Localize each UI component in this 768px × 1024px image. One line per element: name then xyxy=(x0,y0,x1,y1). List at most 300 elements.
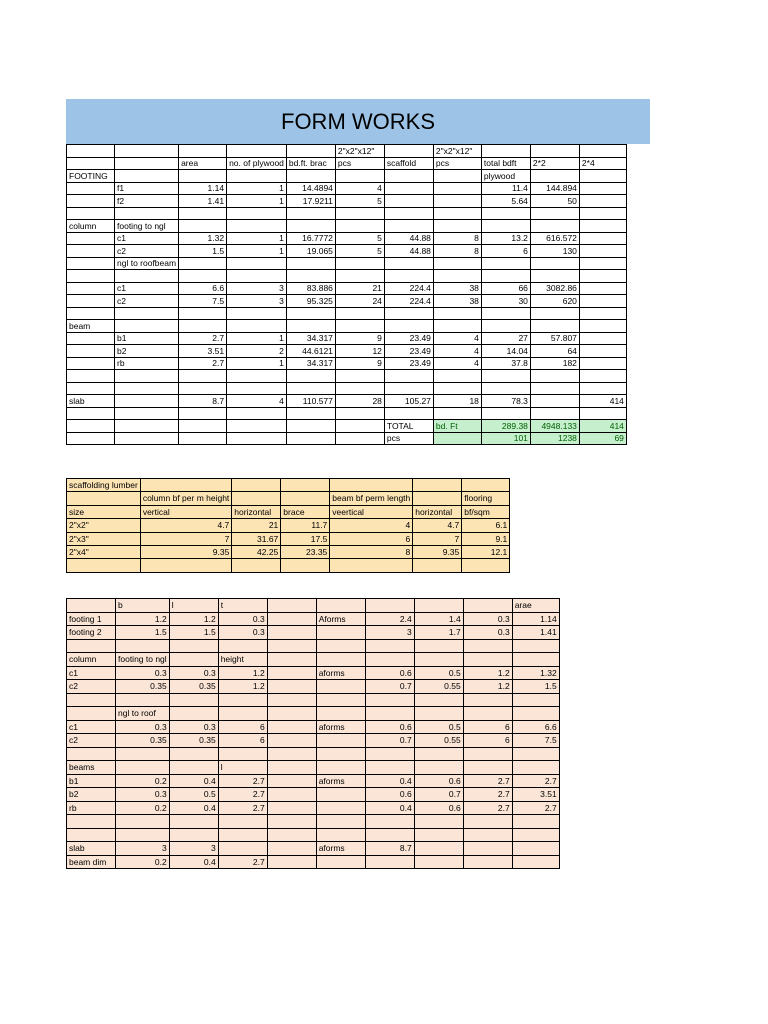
table-cell[interactable] xyxy=(384,257,433,270)
table-cell[interactable] xyxy=(481,370,530,383)
table-cell[interactable]: 9.35 xyxy=(413,545,462,558)
table-cell[interactable] xyxy=(232,479,281,492)
table-cell[interactable] xyxy=(335,307,384,320)
table-cell[interactable]: 1 xyxy=(227,232,287,245)
table-cell[interactable] xyxy=(433,370,481,383)
table-cell[interactable] xyxy=(227,145,287,158)
table-cell[interactable] xyxy=(335,432,384,445)
table-cell[interactable]: 0.3 xyxy=(218,612,267,626)
table-cell[interactable]: 616.572 xyxy=(530,232,579,245)
table-cell[interactable]: 0.3 xyxy=(116,788,170,802)
table-cell[interactable] xyxy=(579,407,626,420)
table-cell[interactable] xyxy=(579,182,626,195)
table-cell[interactable]: ngl to roof xyxy=(116,707,170,721)
table-cell[interactable]: 6 xyxy=(330,532,413,545)
table-cell[interactable]: 3.51 xyxy=(179,345,227,358)
table-cell[interactable]: footing to ngl xyxy=(116,653,170,667)
table-cell[interactable] xyxy=(115,420,179,433)
table-cell[interactable]: 0.6 xyxy=(414,801,463,815)
table-cell[interactable]: 3 xyxy=(365,626,414,640)
table-cell[interactable] xyxy=(433,307,481,320)
table-cell[interactable] xyxy=(512,693,559,707)
table-cell[interactable]: 69 xyxy=(579,432,626,445)
table-cell[interactable] xyxy=(481,220,530,233)
table-cell[interactable]: footing to ngl xyxy=(115,220,179,233)
table-cell[interactable] xyxy=(286,420,335,433)
table-cell[interactable] xyxy=(365,761,414,775)
table-cell[interactable]: beam xyxy=(67,320,115,333)
table-cell[interactable] xyxy=(67,332,115,345)
table-cell[interactable]: 2.7 xyxy=(512,774,559,788)
table-cell[interactable] xyxy=(67,815,116,829)
table-cell[interactable] xyxy=(579,270,626,283)
table-cell[interactable] xyxy=(267,747,316,761)
table-cell[interactable] xyxy=(414,761,463,775)
table-cell[interactable] xyxy=(179,382,227,395)
table-cell[interactable]: 23.49 xyxy=(384,332,433,345)
table-cell[interactable]: horizontal xyxy=(232,505,281,518)
table-cell[interactable]: 414 xyxy=(579,420,626,433)
table-cell[interactable]: TOTAL xyxy=(384,420,433,433)
table-cell[interactable] xyxy=(179,307,227,320)
table-cell[interactable]: slab xyxy=(67,842,116,856)
table-cell[interactable]: 1.2 xyxy=(218,666,267,680)
table-cell[interactable] xyxy=(227,170,287,183)
table-cell[interactable]: 31.67 xyxy=(232,532,281,545)
table-cell[interactable]: 14.4894 xyxy=(286,182,335,195)
table-cell[interactable] xyxy=(530,320,579,333)
table-cell[interactable] xyxy=(169,693,218,707)
table-cell[interactable]: Aforms xyxy=(316,612,365,626)
table-cell[interactable] xyxy=(579,357,626,370)
table-cell[interactable]: 2.4 xyxy=(365,612,414,626)
table-cell[interactable] xyxy=(67,157,115,170)
table-cell[interactable] xyxy=(227,207,287,220)
table-cell[interactable]: 0.3 xyxy=(169,666,218,680)
table-cell[interactable] xyxy=(115,170,179,183)
table-cell[interactable]: 1.41 xyxy=(512,626,559,640)
table-cell[interactable]: 1 xyxy=(227,182,287,195)
table-cell[interactable] xyxy=(286,382,335,395)
table-cell[interactable]: 8 xyxy=(433,245,481,258)
table-cell[interactable]: 2*2 xyxy=(530,157,579,170)
table-cell[interactable] xyxy=(512,653,559,667)
table-cell[interactable] xyxy=(481,207,530,220)
table-cell[interactable]: 0.2 xyxy=(116,855,170,869)
table-cell[interactable] xyxy=(414,828,463,842)
table-cell[interactable] xyxy=(365,855,414,869)
table-cell[interactable] xyxy=(169,653,218,667)
table-cell[interactable] xyxy=(232,559,281,572)
table-cell[interactable] xyxy=(115,145,179,158)
table-cell[interactable] xyxy=(115,270,179,283)
table-cell[interactable] xyxy=(115,307,179,320)
table-cell[interactable]: 1 xyxy=(227,195,287,208)
table-cell[interactable]: 4 xyxy=(330,519,413,532)
table-cell[interactable] xyxy=(384,220,433,233)
table-cell[interactable] xyxy=(115,407,179,420)
table-cell[interactable]: FOOTING xyxy=(67,170,115,183)
table-cell[interactable] xyxy=(433,432,481,445)
table-cell[interactable]: 105.27 xyxy=(384,395,433,408)
table-cell[interactable] xyxy=(384,370,433,383)
table-cell[interactable] xyxy=(267,855,316,869)
table-cell[interactable] xyxy=(414,707,463,721)
table-cell[interactable]: 8.7 xyxy=(365,842,414,856)
table-cell[interactable] xyxy=(316,734,365,748)
table-cell[interactable] xyxy=(579,320,626,333)
table-cell[interactable]: 1.2 xyxy=(116,612,170,626)
table-cell[interactable] xyxy=(463,599,512,613)
table-cell[interactable]: 1.2 xyxy=(463,666,512,680)
table-cell[interactable]: f1 xyxy=(115,182,179,195)
table-cell[interactable]: vertical xyxy=(140,505,231,518)
table-cell[interactable] xyxy=(365,707,414,721)
table-cell[interactable] xyxy=(433,220,481,233)
table-cell[interactable] xyxy=(227,382,287,395)
table-cell[interactable]: pcs xyxy=(335,157,384,170)
table-cell[interactable]: 0.3 xyxy=(463,626,512,640)
table-cell[interactable] xyxy=(218,693,267,707)
table-cell[interactable]: 6 xyxy=(218,720,267,734)
table-cell[interactable] xyxy=(579,170,626,183)
table-cell[interactable] xyxy=(140,559,231,572)
table-cell[interactable]: f2 xyxy=(115,195,179,208)
table-cell[interactable] xyxy=(67,182,115,195)
table-cell[interactable] xyxy=(218,842,267,856)
table-cell[interactable]: 2"x4" xyxy=(67,545,141,558)
table-cell[interactable]: 6 xyxy=(481,245,530,258)
table-cell[interactable] xyxy=(512,761,559,775)
table-cell[interactable] xyxy=(530,220,579,233)
table-cell[interactable]: 3082.86 xyxy=(530,282,579,295)
table-cell[interactable] xyxy=(286,170,335,183)
table-cell[interactable] xyxy=(316,855,365,869)
table-cell[interactable] xyxy=(67,345,115,358)
table-cell[interactable]: 4948.133 xyxy=(530,420,579,433)
table-cell[interactable]: scaffolding lumber xyxy=(67,479,141,492)
table-cell[interactable] xyxy=(579,232,626,245)
table-cell[interactable]: 0.35 xyxy=(116,734,170,748)
table-cell[interactable] xyxy=(433,320,481,333)
table-cell[interactable] xyxy=(286,145,335,158)
table-cell[interactable] xyxy=(116,815,170,829)
table-cell[interactable]: c2 xyxy=(67,680,116,694)
table-cell[interactable] xyxy=(218,747,267,761)
table-cell[interactable]: aforms xyxy=(316,842,365,856)
table-cell[interactable] xyxy=(512,815,559,829)
table-cell[interactable] xyxy=(227,370,287,383)
table-cell[interactable] xyxy=(579,345,626,358)
table-cell[interactable]: 0.3 xyxy=(463,612,512,626)
table-cell[interactable]: 1.14 xyxy=(512,612,559,626)
table-cell[interactable] xyxy=(481,270,530,283)
table-cell[interactable]: 0.3 xyxy=(116,666,170,680)
table-cell[interactable] xyxy=(433,257,481,270)
table-cell[interactable] xyxy=(179,257,227,270)
table-cell[interactable] xyxy=(267,612,316,626)
table-cell[interactable] xyxy=(169,815,218,829)
table-cell[interactable]: 224.4 xyxy=(384,282,433,295)
table-cell[interactable]: 2"x2"x12" xyxy=(433,145,481,158)
table-cell[interactable] xyxy=(169,639,218,653)
table-cell[interactable] xyxy=(267,693,316,707)
table-cell[interactable] xyxy=(267,666,316,680)
table-cell[interactable]: 9 xyxy=(335,357,384,370)
table-cell[interactable]: 12.1 xyxy=(462,545,510,558)
table-cell[interactable]: c1 xyxy=(67,720,116,734)
table-cell[interactable]: 19.065 xyxy=(286,245,335,258)
table-cell[interactable] xyxy=(579,257,626,270)
table-cell[interactable] xyxy=(267,801,316,815)
table-cell[interactable] xyxy=(179,220,227,233)
table-cell[interactable]: 2*4 xyxy=(579,157,626,170)
table-cell[interactable] xyxy=(227,270,287,283)
table-cell[interactable]: 21 xyxy=(335,282,384,295)
table-cell[interactable] xyxy=(335,170,384,183)
table-cell[interactable]: 2.7 xyxy=(512,801,559,815)
table-cell[interactable] xyxy=(384,182,433,195)
table-cell[interactable] xyxy=(67,295,115,308)
table-cell[interactable]: pcs xyxy=(433,157,481,170)
table-cell[interactable]: 30 xyxy=(481,295,530,308)
table-cell[interactable]: c2 xyxy=(67,734,116,748)
table-cell[interactable]: 1238 xyxy=(530,432,579,445)
table-cell[interactable] xyxy=(67,828,116,842)
table-cell[interactable]: brace xyxy=(281,505,330,518)
table-cell[interactable] xyxy=(286,407,335,420)
table-cell[interactable] xyxy=(316,680,365,694)
table-cell[interactable] xyxy=(384,407,433,420)
table-cell[interactable] xyxy=(414,599,463,613)
table-cell[interactable]: 0.4 xyxy=(169,855,218,869)
table-cell[interactable] xyxy=(530,382,579,395)
table-cell[interactable] xyxy=(481,145,530,158)
table-cell[interactable] xyxy=(116,693,170,707)
table-cell[interactable]: 8 xyxy=(330,545,413,558)
table-cell[interactable]: column xyxy=(67,220,115,233)
table-cell[interactable] xyxy=(316,801,365,815)
table-cell[interactable]: c1 xyxy=(67,666,116,680)
table-cell[interactable]: bf/sqm xyxy=(462,505,510,518)
table-cell[interactable]: 0.5 xyxy=(414,666,463,680)
table-cell[interactable]: 6.1 xyxy=(462,519,510,532)
table-cell[interactable]: l xyxy=(169,599,218,613)
table-cell[interactable]: 2.7 xyxy=(218,855,267,869)
table-cell[interactable]: 110.577 xyxy=(286,395,335,408)
table-cell[interactable] xyxy=(316,788,365,802)
table-cell[interactable] xyxy=(316,761,365,775)
table-cell[interactable] xyxy=(463,639,512,653)
table-cell[interactable] xyxy=(218,815,267,829)
table-cell[interactable] xyxy=(414,855,463,869)
table-cell[interactable] xyxy=(462,479,510,492)
table-cell[interactable]: 224.4 xyxy=(384,295,433,308)
table-cell[interactable]: 1.32 xyxy=(179,232,227,245)
table-cell[interactable] xyxy=(169,707,218,721)
table-cell[interactable] xyxy=(463,761,512,775)
table-cell[interactable] xyxy=(462,559,510,572)
table-cell[interactable]: 0.6 xyxy=(365,788,414,802)
table-cell[interactable] xyxy=(579,282,626,295)
table-cell[interactable] xyxy=(463,693,512,707)
table-cell[interactable] xyxy=(316,707,365,721)
table-cell[interactable]: 182 xyxy=(530,357,579,370)
table-cell[interactable]: 0.7 xyxy=(365,680,414,694)
table-cell[interactable] xyxy=(413,492,462,505)
table-cell[interactable] xyxy=(169,761,218,775)
table-cell[interactable]: 0.7 xyxy=(414,788,463,802)
table-cell[interactable] xyxy=(286,432,335,445)
table-cell[interactable]: 2.7 xyxy=(179,332,227,345)
table-cell[interactable]: 1.5 xyxy=(169,626,218,640)
table-cell[interactable] xyxy=(530,407,579,420)
table-cell[interactable]: beam dim xyxy=(67,855,116,869)
table-cell[interactable] xyxy=(512,639,559,653)
table-cell[interactable]: 3 xyxy=(169,842,218,856)
table-cell[interactable]: b1 xyxy=(67,774,116,788)
table-cell[interactable]: 13.2 xyxy=(481,232,530,245)
table-cell[interactable] xyxy=(67,492,141,505)
table-cell[interactable]: 1 xyxy=(227,245,287,258)
table-cell[interactable]: area xyxy=(179,157,227,170)
table-cell[interactable] xyxy=(227,407,287,420)
table-cell[interactable] xyxy=(414,842,463,856)
table-cell[interactable] xyxy=(512,842,559,856)
table-cell[interactable]: 1.5 xyxy=(116,626,170,640)
table-cell[interactable]: 9.35 xyxy=(140,545,231,558)
table-cell[interactable] xyxy=(463,842,512,856)
table-cell[interactable]: height xyxy=(218,653,267,667)
table-cell[interactable] xyxy=(227,320,287,333)
table-cell[interactable] xyxy=(115,320,179,333)
table-cell[interactable]: 1 xyxy=(227,357,287,370)
table-cell[interactable] xyxy=(267,774,316,788)
table-cell[interactable] xyxy=(384,270,433,283)
table-cell[interactable]: rb xyxy=(115,357,179,370)
table-cell[interactable] xyxy=(115,382,179,395)
table-cell[interactable]: 5 xyxy=(335,245,384,258)
table-cell[interactable]: footing 2 xyxy=(67,626,116,640)
table-cell[interactable] xyxy=(530,145,579,158)
table-cell[interactable] xyxy=(384,170,433,183)
table-cell[interactable]: column bf per m height xyxy=(140,492,231,505)
table-cell[interactable]: 0.3 xyxy=(169,720,218,734)
table-cell[interactable] xyxy=(227,432,287,445)
table-cell[interactable] xyxy=(512,855,559,869)
table-cell[interactable]: 42.25 xyxy=(232,545,281,558)
table-cell[interactable]: 0.6 xyxy=(414,774,463,788)
table-cell[interactable]: 4 xyxy=(433,332,481,345)
table-cell[interactable] xyxy=(67,707,116,721)
table-cell[interactable] xyxy=(286,207,335,220)
table-cell[interactable] xyxy=(579,295,626,308)
table-cell[interactable] xyxy=(67,407,115,420)
table-cell[interactable] xyxy=(218,707,267,721)
table-cell[interactable]: 23.35 xyxy=(281,545,330,558)
table-cell[interactable]: 44.88 xyxy=(384,245,433,258)
table-cell[interactable] xyxy=(463,815,512,829)
table-cell[interactable] xyxy=(67,420,115,433)
table-cell[interactable]: 5.64 xyxy=(481,195,530,208)
table-cell[interactable]: 289.38 xyxy=(481,420,530,433)
table-cell[interactable] xyxy=(169,828,218,842)
table-cell[interactable]: c1 xyxy=(115,232,179,245)
table-cell[interactable]: beam bf perm length xyxy=(330,492,413,505)
table-cell[interactable]: b2 xyxy=(115,345,179,358)
table-cell[interactable] xyxy=(67,282,115,295)
table-cell[interactable]: 1.32 xyxy=(512,666,559,680)
table-cell[interactable] xyxy=(463,828,512,842)
table-cell[interactable]: 8.7 xyxy=(179,395,227,408)
table-cell[interactable] xyxy=(281,479,330,492)
table-cell[interactable] xyxy=(67,599,116,613)
table-cell[interactable]: 4 xyxy=(335,182,384,195)
table-cell[interactable] xyxy=(67,195,115,208)
table-cell[interactable] xyxy=(579,207,626,220)
table-cell[interactable] xyxy=(463,653,512,667)
table-cell[interactable]: 2"x2" xyxy=(67,519,141,532)
table-cell[interactable]: 9.1 xyxy=(462,532,510,545)
table-cell[interactable] xyxy=(481,320,530,333)
table-cell[interactable] xyxy=(512,707,559,721)
table-cell[interactable]: 0.35 xyxy=(116,680,170,694)
table-cell[interactable] xyxy=(335,207,384,220)
table-cell[interactable] xyxy=(67,257,115,270)
table-cell[interactable]: 14.04 xyxy=(481,345,530,358)
table-cell[interactable]: t xyxy=(218,599,267,613)
table-cell[interactable]: 23.49 xyxy=(384,345,433,358)
table-cell[interactable]: l xyxy=(218,761,267,775)
table-cell[interactable]: 0.55 xyxy=(414,680,463,694)
table-cell[interactable]: 6.6 xyxy=(512,720,559,734)
table-cell[interactable] xyxy=(330,559,413,572)
table-cell[interactable]: 2.7 xyxy=(218,788,267,802)
table-cell[interactable]: 21 xyxy=(232,519,281,532)
table-cell[interactable] xyxy=(579,245,626,258)
table-cell[interactable] xyxy=(286,370,335,383)
table-cell[interactable]: 130 xyxy=(530,245,579,258)
table-cell[interactable]: plywood xyxy=(481,170,530,183)
table-cell[interactable]: 4.7 xyxy=(140,519,231,532)
table-cell[interactable]: 6 xyxy=(218,734,267,748)
table-cell[interactable]: 2.7 xyxy=(463,788,512,802)
table-cell[interactable]: 2.7 xyxy=(463,774,512,788)
table-cell[interactable]: 0.4 xyxy=(365,774,414,788)
table-cell[interactable] xyxy=(384,145,433,158)
table-cell[interactable] xyxy=(414,693,463,707)
table-cell[interactable]: 3 xyxy=(116,842,170,856)
table-cell[interactable]: 1.5 xyxy=(512,680,559,694)
table-cell[interactable] xyxy=(384,195,433,208)
table-cell[interactable]: 0.2 xyxy=(116,801,170,815)
table-cell[interactable]: 50 xyxy=(530,195,579,208)
table-cell[interactable] xyxy=(512,828,559,842)
table-cell[interactable] xyxy=(227,257,287,270)
table-cell[interactable]: 28 xyxy=(335,395,384,408)
table-cell[interactable] xyxy=(169,747,218,761)
table-cell[interactable] xyxy=(365,747,414,761)
table-cell[interactable]: 0.6 xyxy=(365,720,414,734)
table-cell[interactable]: 6 xyxy=(463,720,512,734)
table-cell[interactable]: 1.2 xyxy=(463,680,512,694)
table-cell[interactable] xyxy=(579,370,626,383)
table-cell[interactable] xyxy=(316,747,365,761)
table-cell[interactable]: rb xyxy=(67,801,116,815)
table-cell[interactable]: beams xyxy=(67,761,116,775)
table-cell[interactable] xyxy=(330,479,413,492)
table-cell[interactable] xyxy=(335,220,384,233)
